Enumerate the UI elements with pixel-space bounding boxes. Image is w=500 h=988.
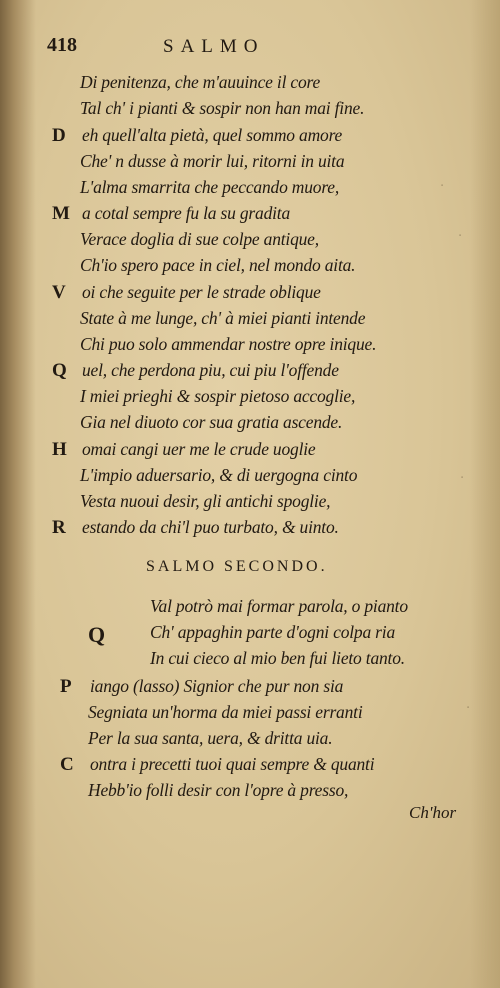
verse-line: Ch'io spero pace in ciel, nel mondo aita. [80, 255, 356, 275]
verse-line: L'impio aduersario, & di uergogna cinto [80, 465, 358, 485]
verse-line: I miei prieghi & sospir pietoso accoglie, [80, 386, 356, 406]
drop-cap: Q [88, 622, 106, 647]
verse-line: V oi che seguite per le strade oblique [52, 282, 321, 303]
verse-line: Hebb'io folli desir con l'opre à presso, [88, 780, 349, 800]
page-number: 418 [47, 34, 77, 56]
catchword: Ch'hor [409, 803, 457, 822]
verse-line: P iango (lasso) Signior che pur non sia [60, 676, 344, 697]
verse-line: Tal ch' i pianti & sospir non han mai fine. [80, 98, 365, 118]
show-through-mark: · [458, 228, 462, 244]
verse-line: State à me lunge, ch' à miei pianti intende [80, 308, 366, 328]
show-through-mark: · [460, 470, 464, 486]
page-header [0, 34, 500, 64]
verse-line: Che' n dusse à morir lui, ritorni in uita [80, 151, 345, 171]
verse-line: M a cotal sempre fu la su gradita [52, 203, 291, 224]
verse-line: C ontra i precetti tuoi quai sempre & quanti [60, 754, 375, 775]
show-through-mark: · [440, 178, 444, 194]
verse-line: D eh quell'alta pietà, quel sommo amore [52, 125, 343, 146]
verse-line: In cui cieco al mio ben fui lieto tanto. [150, 648, 405, 668]
verse-line: R estando da chi'l puo turbato, & uinto. [52, 517, 339, 538]
running-title: SALMO [163, 36, 265, 57]
page-gutter-shadow [0, 0, 36, 988]
verse-line: Segniata un'horma da miei passi erranti [88, 702, 363, 722]
verse-line: Gia nel diuoto cor sua gratia ascende. [80, 412, 343, 432]
verse-line: L'alma smarrita che peccando muore, [80, 177, 340, 197]
verse-line: Q uel, che perdona piu, cui piu l'offende [52, 360, 339, 381]
verse-line: H omai cangi uer me le crude uoglie [52, 439, 316, 460]
verse-line: Ch' appaghin parte d'ogni colpa ria [150, 622, 395, 642]
verse-line: Verace doglia di sue colpe antique, [80, 229, 319, 249]
verse-line: Di penitenza, che m'auuince il core [80, 72, 321, 92]
show-through-mark: · [466, 700, 470, 716]
page-edge-shadow [470, 0, 500, 988]
verse-line: Chi puo solo ammendar nostre opre inique. [80, 334, 377, 354]
verse-line: Vesta nuoui desir, gli antichi spoglie, [80, 491, 331, 511]
verse-line: Per la sua santa, uera, & dritta uia. [88, 728, 333, 748]
section-heading: SALMO SECONDO. [146, 558, 328, 575]
verse-line: Val potrò mai formar parola, o pianto [150, 596, 408, 616]
